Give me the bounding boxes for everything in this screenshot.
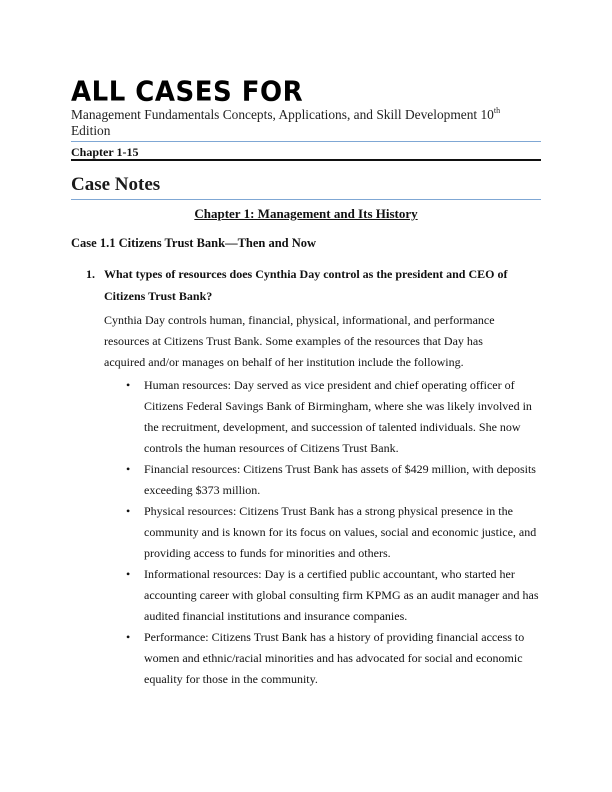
bullet-icon: • bbox=[126, 504, 131, 518]
document-title: ALL CASES FOR bbox=[71, 76, 304, 108]
case-heading: Case 1.1 Citizens Trust Bank—Then and Now bbox=[71, 236, 317, 250]
divider-rule bbox=[71, 141, 541, 142]
question-number: 1. bbox=[86, 267, 95, 281]
list-item bbox=[126, 375, 541, 459]
divider-rule-bold bbox=[71, 159, 541, 161]
list-item bbox=[126, 627, 541, 690]
bullet-icon: • bbox=[126, 462, 131, 476]
question-text: What types of resources does Cynthia Day control as the president and CEO of Citizens Trust Bank? bbox=[104, 267, 508, 303]
list-item-text: Informational resources: Day is a certified public accountant, who started her accounting career with global consulting firm KPMG as an audit manager and has audited financial institutions and insurance companies. bbox=[144, 567, 539, 623]
chapter-heading: Chapter 1: Management and Its History bbox=[194, 206, 418, 221]
bullet-icon: • bbox=[126, 378, 131, 392]
list-item-text: Financial resources: Citizens Trust Bank has assets of $429 million, with deposits exceeding $373 million. bbox=[144, 462, 536, 497]
list-item-text: Physical resources: Citizens Trust Bank has a strong physical presence in the community and is known for its focus on values, social and economic justice, and providing access to funds for minorities and others. bbox=[144, 504, 537, 560]
resource-bullet-list bbox=[126, 375, 541, 690]
answer-paragraph: Cynthia Day controls human, financial, physical, informational, and performance resources at Citizens Trust Bank. Some examples of the resources that Day has acquired and/or manages on behalf of her institution include the following. bbox=[104, 313, 495, 369]
bullet-icon: • bbox=[126, 630, 131, 644]
subtitle-superscript: th bbox=[493, 106, 501, 115]
list-item bbox=[126, 501, 541, 564]
bullet-icon: • bbox=[126, 567, 131, 581]
subtitle-edition: Edition bbox=[71, 123, 111, 138]
question-item bbox=[86, 263, 546, 307]
chapter-range-label: Chapter 1-15 bbox=[71, 145, 139, 159]
list-item-text: Human resources: Day served as vice president and chief operating officer of Citizens Federal Savings Bank of Birmingham, where she was likely involved in the recruitment, development, and succession of talented individuals. She now controls the human resources of Citizens Trust Bank. bbox=[144, 378, 532, 455]
section-divider-rule bbox=[71, 199, 541, 200]
list-item bbox=[126, 459, 541, 501]
subtitle-text: Management Fundamentals Concepts, Applications, and Skill Development 10 bbox=[71, 107, 494, 122]
book-subtitle bbox=[71, 107, 551, 139]
list-item-text: Performance: Citizens Trust Bank has a history of providing financial access to women and ethnic/racial minorities and has advocated for social and economic equality for those in the community. bbox=[144, 630, 525, 686]
section-heading: Case Notes bbox=[71, 174, 161, 195]
list-item bbox=[126, 564, 541, 627]
